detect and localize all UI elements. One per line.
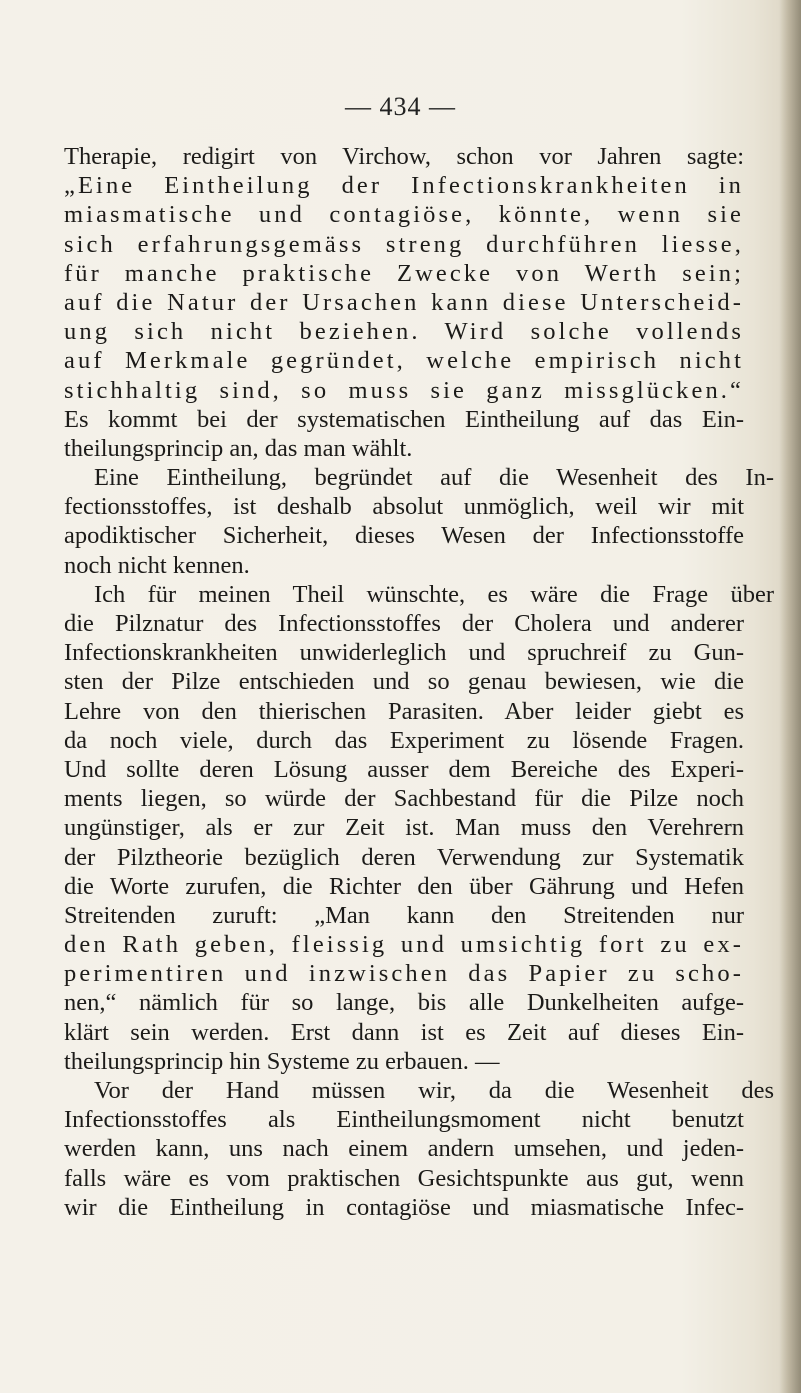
text-line: Ich für meinen Theil wünschte, es wäre die Frage über bbox=[94, 580, 774, 608]
text-line: Lehre von den thierischen Parasiten. Aber leider giebt es bbox=[64, 697, 744, 725]
text-line: Infectionsstoffes als Eintheilungsmoment nicht benutzt bbox=[64, 1106, 744, 1134]
text-line: Vor der Hand müssen wir, da die Wesenheit des bbox=[94, 1077, 774, 1104]
text-line: „Eine Eintheilung der Infectionskrankheiten in bbox=[64, 172, 744, 200]
text-line: Infectionskrankheiten unwiderleglich und spruchreif zu Gun- bbox=[64, 639, 744, 667]
text-line: Streitenden zuruft: „Man kann den Streitenden nur bbox=[64, 901, 744, 929]
text-line: die Worte zurufen, die Richter den über Gährung und Hefen bbox=[64, 872, 744, 900]
text-line: stichhaltig sind, so muss sie ganz missglücken.“ bbox=[64, 376, 744, 404]
text-line: ments liegen, so würde der Sachbestand für die Pilze noch bbox=[64, 785, 744, 813]
text-line: perimentiren und inzwischen das Papier zu scho- bbox=[64, 960, 744, 988]
text-line: werden kann, uns nach einem andern umsehen, und jeden- bbox=[64, 1135, 744, 1163]
text-line: ung sich nicht beziehen. Wird solche vollends bbox=[64, 318, 744, 346]
text-line: für manche praktische Zwecke von Werth sein; bbox=[64, 259, 744, 287]
text-line: auf Merkmale gegründet, welche empirisch nicht bbox=[64, 347, 744, 375]
text-line: miasmatische und contagiöse, könnte, wenn sie bbox=[64, 201, 744, 229]
text-line: Und sollte deren Lösung ausser dem Bereiche des Experi- bbox=[64, 755, 744, 783]
page-number: — 434 — bbox=[345, 92, 456, 121]
body-text bbox=[64, 142, 774, 1222]
text-line: falls wäre es vom praktischen Gesichtspunkte aus gut, wenn bbox=[64, 1164, 744, 1192]
text-line: nen,“ nämlich für so lange, bis alle Dunkelheiten aufge- bbox=[64, 989, 744, 1017]
text-line: noch nicht kennen. bbox=[64, 551, 250, 579]
text-line: der Pilztheorie bezüglich deren Verwendung zur Systematik bbox=[64, 843, 744, 871]
text-line: die Pilznatur des Infectionsstoffes der Cholera und anderer bbox=[64, 610, 744, 637]
text-line: ungünstiger, als er zur Zeit ist. Man muss den Verehrern bbox=[64, 814, 744, 842]
text-line: apodiktischer Sicherheit, dieses Wesen der Infectionsstoffe bbox=[64, 522, 744, 550]
text-line: da noch viele, durch das Experiment zu lösende Fragen. bbox=[64, 726, 744, 754]
text-line: theilungsprincip an, das man wählt. bbox=[64, 434, 413, 462]
text-line: fectionsstoffes, ist deshalb absolut unmöglich, weil wir mit bbox=[64, 493, 744, 521]
page-binding-edge bbox=[779, 0, 801, 1393]
text-line: theilungsprincip hin Systeme zu erbauen. — bbox=[64, 1047, 500, 1075]
text-line: den Rath geben, fleissig und umsichtig fort zu ex- bbox=[64, 931, 744, 959]
text-line: sten der Pilze entschieden und so genau bewiesen, wie die bbox=[64, 668, 744, 696]
text-line: wir die Eintheilung in contagiöse und miasmatische Infec- bbox=[64, 1193, 744, 1221]
text-line: sich erfahrungsgemäss streng durchführen liesse, bbox=[64, 230, 744, 258]
text-line: Eine Eintheilung, begründet auf die Wesenheit des In- bbox=[94, 464, 774, 492]
text-line: Therapie, redigirt von Virchow, schon vor Jahren sagte: bbox=[64, 143, 744, 170]
text-line: auf die Natur der Ursachen kann diese Unterscheid- bbox=[64, 288, 744, 316]
text-line: klärt sein werden. Erst dann ist es Zeit auf dieses Ein- bbox=[64, 1018, 744, 1046]
text-line: Es kommt bei der systematischen Eintheilung auf das Ein- bbox=[64, 405, 744, 433]
